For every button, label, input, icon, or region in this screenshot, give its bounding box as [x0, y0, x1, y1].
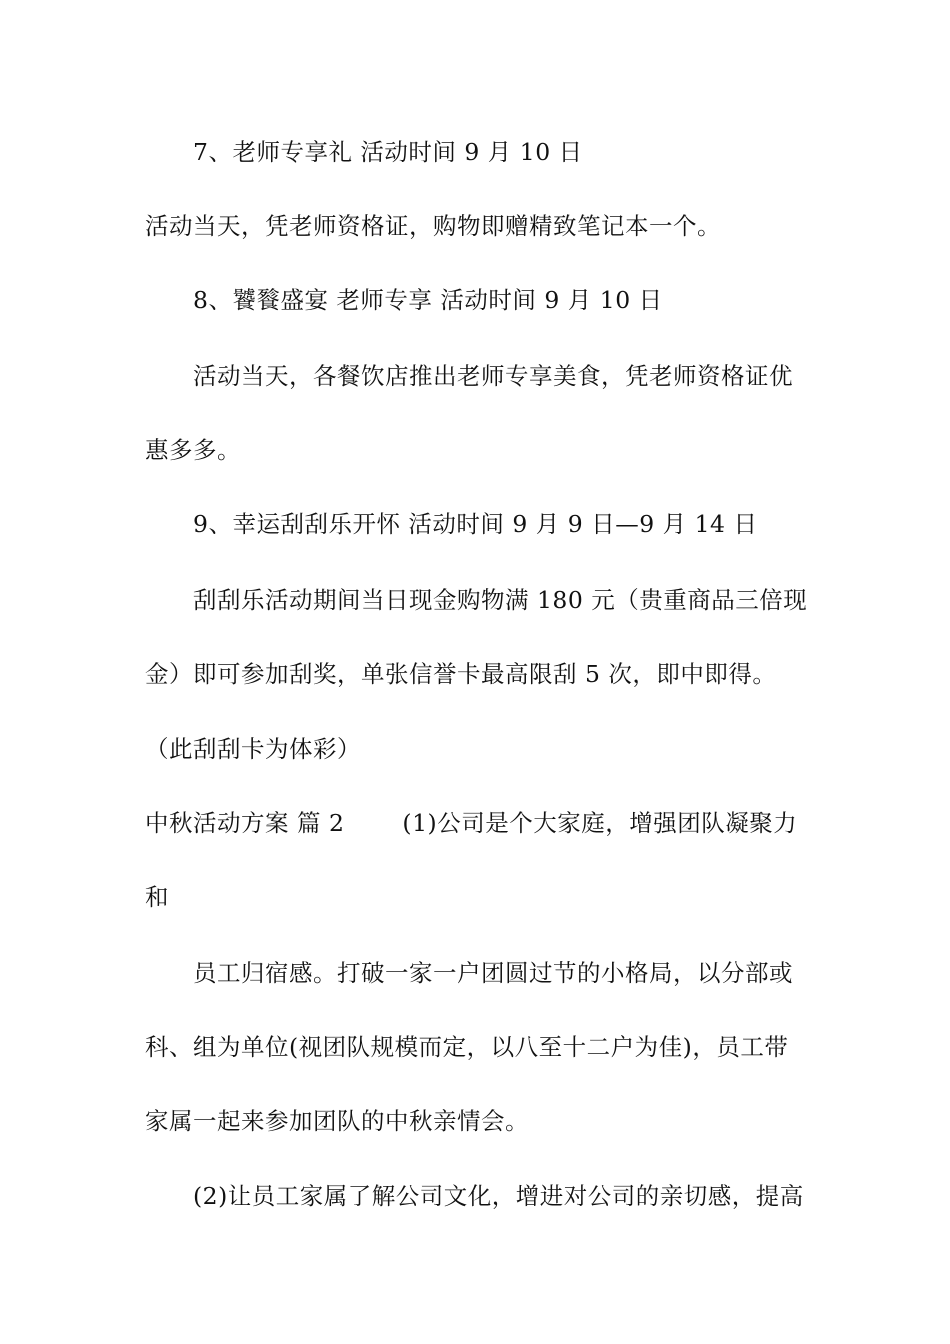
paragraph-line: 9、幸运刮刮乐开怀 活动时间 9 月 9 日—9 月 14 日 [193, 510, 758, 538]
paragraph-text: (1)公司是个大家庭，增强团队凝聚力 [402, 809, 798, 837]
paragraph-line: 金）即可参加刮奖，单张信誉卡最高限刮 5 次，即中即得。 [145, 660, 777, 688]
paragraph-line: （此刮刮卡为体彩） [145, 735, 361, 763]
paragraph-line: 科、组为单位(视团队规模而定，以八至十二户为佳)，员工带 [145, 1033, 789, 1061]
paragraph-line: 刮刮乐活动期间当日现金购物满 180 元（贵重商品三倍现 [193, 586, 808, 614]
paragraph-line: (2)让员工家属了解公司文化，增进对公司的亲切感，提高 [193, 1182, 804, 1210]
paragraph-line: 和 [145, 883, 169, 911]
paragraph-line: 7、老师专享礼 活动时间 9 月 10 日 [193, 138, 583, 166]
section-heading: 中秋活动方案 篇 2 [145, 809, 345, 837]
paragraph-line: 活动当天，各餐饮店推出老师专享美食，凭老师资格证优 [193, 362, 793, 390]
paragraph-line: 活动当天，凭老师资格证，购物即赠精致笔记本一个。 [145, 212, 721, 240]
paragraph-line: 8、饕餮盛宴 老师专享 活动时间 9 月 10 日 [193, 286, 663, 314]
paragraph-line: 员工归宿感。打破一家一户团圆过节的小格局，以分部或 [193, 959, 793, 987]
paragraph-line: 惠多多。 [145, 436, 241, 464]
paragraph-line: 家属一起来参加团队的中秋亲情会。 [145, 1107, 529, 1135]
section-heading-line [145, 808, 797, 838]
